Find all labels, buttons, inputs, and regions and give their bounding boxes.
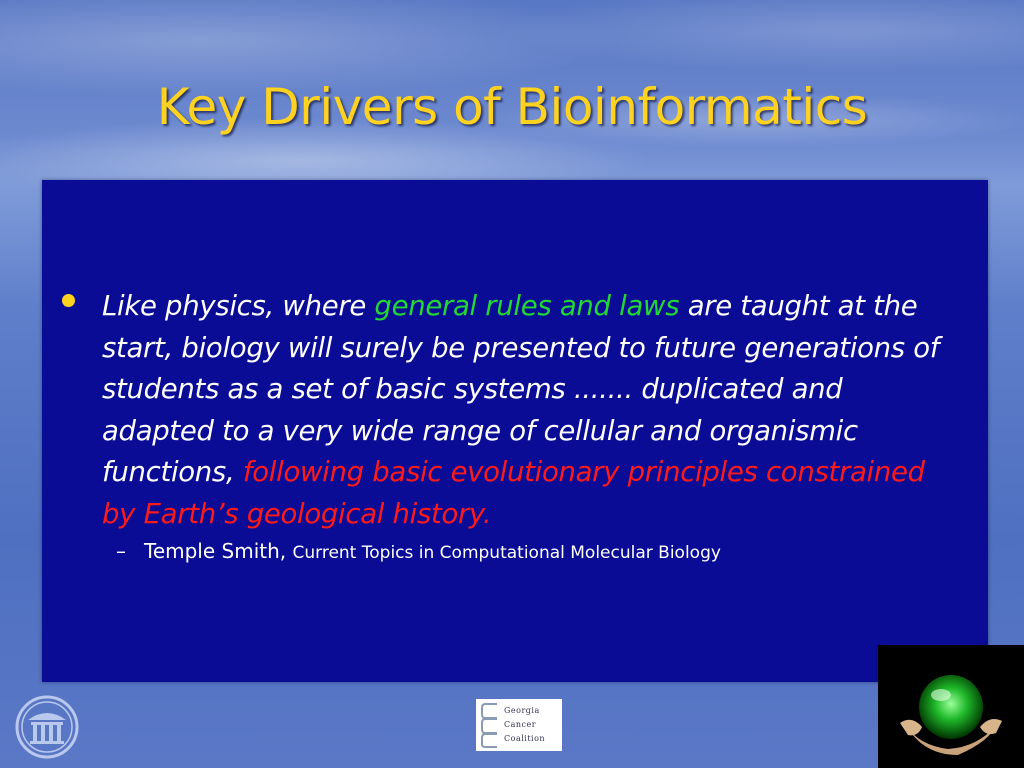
gcc-mark-icon <box>479 701 501 749</box>
university-seal-icon <box>14 694 80 760</box>
bullet-highlight-red: following basic evolutionary principles constrained by Earth’s geological history. <box>102 456 925 530</box>
citation-dash: – <box>116 539 126 563</box>
logo-line-3: Coalition <box>504 734 546 743</box>
citation-source: Current Topics in Computational Molecular Biology <box>292 543 721 563</box>
slide-title: Key Drivers of Bioinformatics <box>156 78 868 136</box>
bullet-text-part1: Like physics, where <box>102 290 375 322</box>
citation <box>116 536 956 568</box>
glowing-globe-image <box>878 645 1024 768</box>
georgia-cancer-coalition-logo <box>476 699 562 751</box>
logo-line-2: Cancer <box>504 720 537 729</box>
bullet-icon <box>62 294 75 307</box>
bullet-text <box>102 286 962 535</box>
bullet-highlight-green: general rules and laws <box>374 290 680 322</box>
citation-author: Temple Smith, <box>144 539 293 563</box>
bullet-item <box>62 286 962 535</box>
bullet-text-part2: are taught at the start, biology will surely be presented to future generations of students as a set of basic systems ....... duplicated and adapted to a very wide range of cellular and organismic functions, <box>102 290 940 488</box>
logo-line-1: Georgia <box>504 706 540 715</box>
content-box <box>42 180 988 682</box>
